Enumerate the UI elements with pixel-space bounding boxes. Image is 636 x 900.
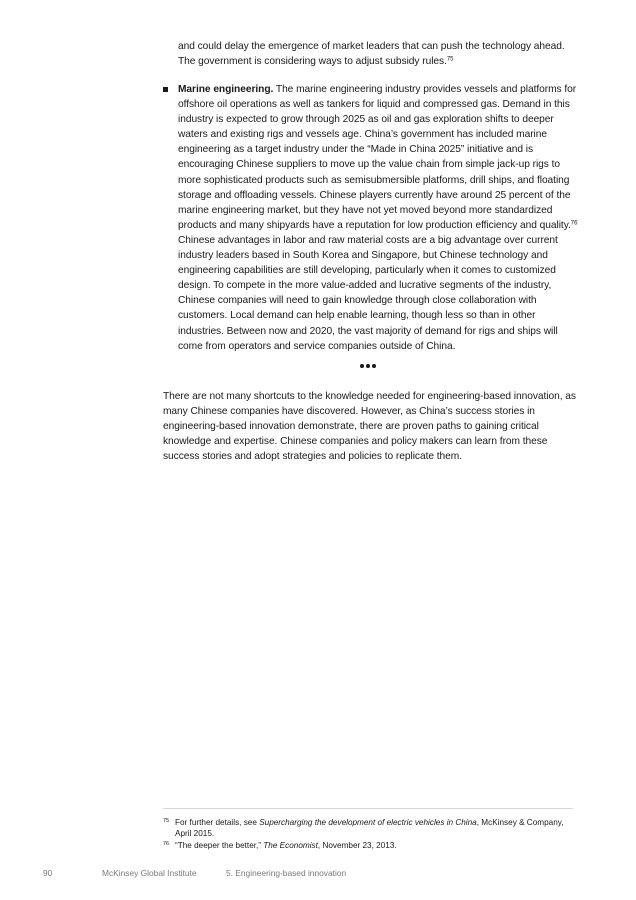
- bullet-text-part-a: The marine engineering industry provides vessels and platforms for offshore oil operations as well as tankers for liquid and compressed gas. Demand in this industry is expected to grow through 2025 as oil and gas exploration shifts to deeper waters and existing rigs and vessels age. China’s government has included marine engineering as a target industry under the “Made in China 2025” initiative and is encouraging Chinese suppliers to move up the value chain from simple jack-up rigs to more sophisticated products such as semisubmersible platforms, drill ships, and floating storage and offloading vessels. Chinese players currently have around 25 percent of the marine engineering market, but they have not yet moved beyond more standardized products and many shipyards have a reputation for low production efficiency and quality.: [178, 84, 577, 231]
- footer-chapter: 5. Engineering-based innovation: [226, 868, 347, 878]
- section-separator-dots: [360, 364, 376, 368]
- page-number: 90: [43, 868, 53, 878]
- bullet-text-part-b: Chinese advantages in labor and raw material costs are a big advantage over current industry leaders based in South Korea and Singapore, but Chinese technology and engineering capabilities are still developing, particularly when it comes to customized design. To compete in the more value-added and lucrative segments of the industry, Chinese companies will need to gain knowledge through close collaboration with customers. Local demand can help enable learning, though less so than in other industries. Between now and 2020, the vast majority of demand for rigs and ships will come from operators and service companies outside of China.: [178, 234, 558, 352]
- continued-paragraph-text: and could delay the emergence of market leaders that can push the technology ahead. The government is considering ways to adjust subsidy rules.: [178, 41, 565, 68]
- footnote-title: Supercharging the development of electric vehicles in China: [259, 818, 477, 827]
- separator-dot: [360, 364, 364, 368]
- footer-organization: McKinsey Global Institute: [102, 868, 197, 878]
- bullet-heading: Marine engineering.: [178, 84, 274, 95]
- bullet-text: [178, 82, 578, 354]
- footnote-75: [163, 817, 573, 839]
- separator-dot: [366, 364, 370, 368]
- footnote-text-end: , November 23, 2013.: [317, 841, 397, 851]
- footnote-reference-76[interactable]: 76: [570, 220, 578, 227]
- footnote-text: For further details, see: [175, 818, 260, 827]
- footnote-number: 76: [163, 841, 170, 848]
- footnote-76: [163, 840, 573, 851]
- footnote-reference-75[interactable]: 75: [446, 56, 454, 63]
- footnotes: [163, 817, 573, 852]
- separator-dot: [372, 364, 376, 368]
- footnote-divider: [163, 808, 573, 809]
- square-bullet-icon: [163, 87, 168, 92]
- footnote-number: 75: [163, 818, 170, 824]
- footnote-text: “The deeper the better,”: [175, 841, 264, 851]
- closing-paragraph: There are not many shortcuts to the knowledge needed for engineering-based innovation, as many Chinese companies have discovered. However, as China’s success stories in engineering-based innovation demonstrate, there are proven paths to gaining critical knowledge and expertise. Chinese companies and policy makers can learn from these success stories and adopt strategies and policies to replicate them.: [163, 391, 576, 463]
- continued-paragraph: [178, 39, 578, 69]
- footnote-text-end: , McKinsey & Company, April 2015.: [175, 818, 564, 839]
- footnote-title: The Economist: [263, 841, 318, 851]
